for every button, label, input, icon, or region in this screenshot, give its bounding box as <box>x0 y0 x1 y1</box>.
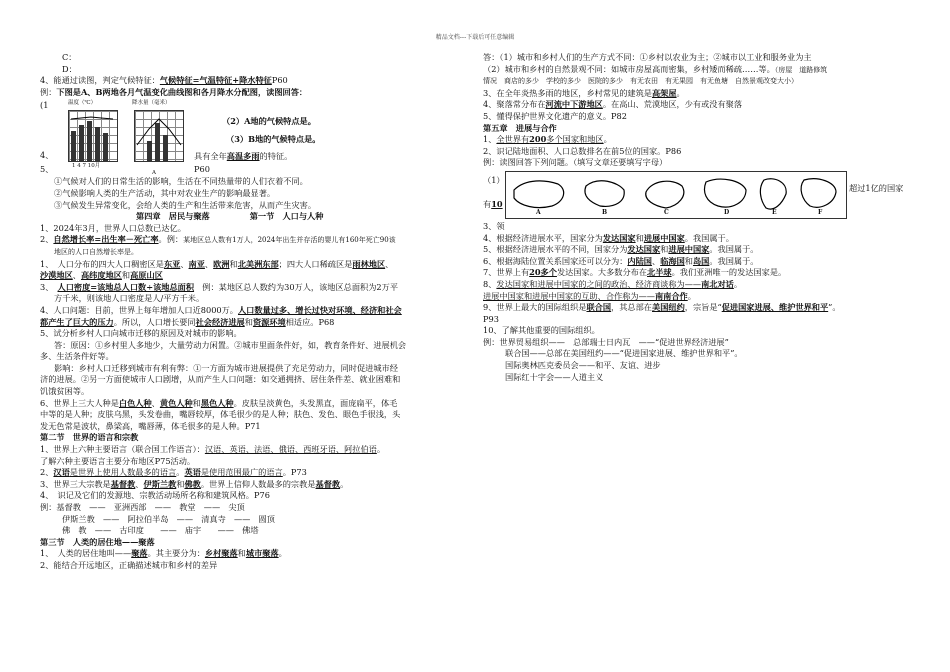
growth-rate: 2、自然增长率=出生率－死亡率。例：某地区总人数有1万人，2024年出生并存活的婴儿有160年死亡90该 <box>40 234 396 245</box>
languages-activity: 了解六种主要语言主要分布地区P75活动。 <box>40 455 196 466</box>
landscape-note: 情况 商店的多少 学校的多少 医院的多少 有无农田 有无果园 有无鱼塘 自然景观改变大小） <box>483 77 798 86</box>
settlement-location: 4、聚落常分布在河流中下游地区。在高山、荒漠地区，少有或没有聚落 <box>483 99 743 110</box>
section-2-title: 第二节 世界的语言和宗教 <box>40 432 139 443</box>
climate-figure <box>40 98 468 176</box>
population-problem: 4、人口问题：目前，世界上每年增加人口近8000万。人口数量过多、增长过快对环境、经济和社会 <box>40 304 402 315</box>
outline-a <box>514 181 564 208</box>
north-south-dialogue: 8、发达国家和进展中国家的之间的政治、经济商谈称为——南北对话。 <box>483 278 743 289</box>
option-c: C： <box>62 52 77 62</box>
map-letter-a: A <box>536 209 541 217</box>
map-right-text: 超过1亿的国家 <box>849 182 904 193</box>
q2-text: （2）A地的气候特点是。 <box>222 116 316 127</box>
axis-rain: 降水量（毫米） <box>132 100 171 107</box>
three-races-3: 发无色常是波状，鼻梁高，嘴唇薄，体毛很多的是人种。P71 <box>40 420 261 431</box>
country-outlines <box>505 171 847 219</box>
climate-impact-2: ②气候影响人类的生产活动，其中对农业生产的影响最显著。 <box>54 187 276 198</box>
item-3: 3、领 <box>483 220 505 231</box>
q3-text: （3）B地的气候特点是。 <box>226 134 321 145</box>
religion-origins: 4、 识记及它们的发源地、宗教活动场所名称和建筑风格。P76 <box>40 490 270 501</box>
population-1: 1、2024年3月，世界人口总数已达亿。 <box>40 222 186 233</box>
right-column <box>483 52 908 383</box>
map-q1: （1） <box>483 174 505 185</box>
heritage: 5、懂得保护世界文化遗产的意义。P82 <box>483 110 627 121</box>
rainforest-feature: 具有全年高温多雨的特征。 <box>194 151 293 162</box>
bar <box>147 141 152 161</box>
bar <box>103 133 108 161</box>
settlement-def: 1、 人类的居住地叫——聚落。其主要分为：乡村聚落和城市聚落。 <box>40 548 287 559</box>
growth-rate-cont: 地区的人口自然增长率是。 <box>54 247 138 256</box>
org-wto: 例：世界贸易组织—— 总部瑞士日内瓦 ——“促进世界经济进展” <box>483 336 729 347</box>
map-letter-e: E <box>772 209 777 217</box>
land-sea-types: 6、根据海陆位置关系国家还可以分为：内陆国、临海国和岛国。我国属于。 <box>483 255 759 266</box>
map-example: 例：读图回答下列问题。（填写文章还要填写字母） <box>483 157 668 168</box>
bar <box>163 135 168 161</box>
outline-f <box>801 179 836 207</box>
org-redcross: 国际红十字会——人道主义 <box>505 371 604 382</box>
climate-impact-3: ③气候发生异常变化，会给人类的生产和生活带来危害，从而产生灾害。 <box>54 199 317 210</box>
map-q2: 有10 <box>483 198 503 209</box>
stilt-house: 3、在全年炎热多雨的地区，乡村常见的建筑是高架屋。 <box>483 87 685 98</box>
united-nations: 9、世界上最大的国际组织是联合国，其总部在美国纽约，宗旨是“促进国家进展、维护世界和平”。 <box>483 302 841 313</box>
top5-countries: 2、识记陆地面积、人口总数排名在前5位的国家。P86 <box>483 145 682 156</box>
month-axis: 1 4 7 10月 <box>72 163 101 170</box>
bar <box>71 131 76 161</box>
landscape-diff: （2）城市和乡村的自然景观不同：如城市房屋高而密集，乡村矮而稀疏……等。（房屋 道路修筑 <box>483 63 828 74</box>
climate-impact-1: ①气候对人们的日常生活的影响，生活在不同热量带的人们衣着不同。 <box>54 176 308 187</box>
bar <box>79 125 84 161</box>
example-title: 例：下图是A、B两地各月气温变化曲线图和各月降水分配图，读图回答： <box>40 86 308 97</box>
religion-row-1: 例：基督教 —— 亚洲西部 —— 教堂 —— 尖顶 <box>40 502 245 512</box>
migration-answer: 答：原因：①乡村里人多地少，大量劳动力闲置。②城市里面条件好，如，教育条件好、进展机会 <box>54 339 407 350</box>
three-religions: 3、世界三大宗教是基督教、伊斯兰教和佛教。世界上信仰人数最多的宗教是基督教。 <box>40 478 349 489</box>
density-formula-cont: 方千米，则该地人口密度是人/平方千米。 <box>54 293 205 304</box>
temp-line <box>71 117 113 119</box>
figure-caption: A <box>152 170 156 177</box>
chart-b-plot <box>135 111 183 161</box>
page-ref: P60 <box>194 164 210 175</box>
migration-impact-2: 济的进展。②另一方面使城市人口剧增，从而产生人口问题：如交通拥挤、居住条件差、就业困难和 <box>40 374 401 385</box>
migration-impact: 影响：乡村人口迁移到城市有利有弊：①一方面为城市进展提供了充足劳动力，同时促进城市经 <box>54 362 398 373</box>
production-diff: 答：（1）城市和乡村人们的生产方式不同：①乡村以农业为主；②城市以工业和服务业为主 <box>483 52 812 62</box>
developed-count: 7、世界上有20多个发达国家。大多数分布在北半球。我们亚洲唯一的发达国家是。 <box>483 267 787 278</box>
org-ioc: 国际奥林匹克委员会——和平、友谊、进步 <box>505 360 661 371</box>
migration-impact-3: 饥饿贫困等。 <box>40 386 90 397</box>
left-column <box>40 52 468 572</box>
item-5: 5、 <box>40 164 54 175</box>
un-page-ref: P93 <box>483 313 499 324</box>
migration-question: 5、试分析乡村人口向城市迁移的原因及对城市的影响。 <box>40 328 242 339</box>
outline-shapes <box>506 172 846 218</box>
bar <box>95 127 100 161</box>
option-d: D： <box>62 63 77 74</box>
country-count: 1、全世界有200多个国家和地区。 <box>483 134 612 145</box>
org-un: 联合国——总部在美国纽约——“促进国家进展、维护世界和平”。 <box>505 348 743 359</box>
religion-row-3: 佛 教 —— 古印度 —— 庙宇 —— 佛塔 <box>62 525 259 536</box>
section-3-title: 第三节 人类的居住地——聚落 <box>40 536 155 547</box>
item-4: 4、 <box>40 150 54 161</box>
bar <box>155 123 160 161</box>
sparse-areas: 沙漠地区、高纬度地区和高原山区 <box>40 270 163 281</box>
country-types-2: 5、根据经济进展水平的不同，国家分为发达国家和进展中国家。我国属于。 <box>483 244 759 255</box>
climate-feature-line: 4、能通过读图，判定气候特征：气候特征=气温特征+降水特征P60 <box>40 75 288 86</box>
map-letter-b: B <box>602 209 608 217</box>
map-letter-d: D <box>724 209 730 217</box>
south-south-cooperation: 进展中国家和进展中国家的互助、合作称为——南南合作。 <box>483 290 696 301</box>
chart-a-plot <box>69 111 117 161</box>
religion-row-2: 伊斯兰教 —— 阿拉伯半岛 —— 清真寺 —— 圆顶 <box>62 513 275 524</box>
other-orgs: 10、了解其他重要的国际组织。 <box>483 325 600 336</box>
chapter-4-title: 第四章 居民与聚落 第一节 人口与人种 <box>136 211 324 222</box>
country-map-figure <box>483 169 908 221</box>
three-races: 6、世界上三大人种是白色人种、黄色人种和黑色人种。皮肤呈淡黄色，头发黑直，面庞扁平，体毛 <box>40 397 398 408</box>
chinese-english: 2、汉语是世界上使用人数最多的语言。英语是使用范围最广的语言。P73 <box>40 467 307 478</box>
chart-b-grid <box>134 110 184 162</box>
bar <box>87 121 92 161</box>
three-races-2: 中等的是人种；皮肤乌黑，头发卷曲，嘴唇较厚，体毛很少的是人种；肤色、发色、眼色手很浅，头 <box>40 409 401 420</box>
density-formula: 3、 人口密度=该地总人口数÷该地总面积 例：某地区总人数约为30万人，该地区总面积为2万平 <box>40 281 399 292</box>
map-letter-f: F <box>818 209 823 217</box>
outline-d <box>705 179 747 207</box>
outline-b <box>585 181 624 207</box>
map-letter-c: C <box>664 209 669 217</box>
outline-e <box>760 179 786 209</box>
chapter-5-title: 第五章 进展与合作 <box>483 122 557 133</box>
dense-areas: 1、 人口分布的四大人口稠密区是东亚、南亚、欧洲和北美洲东部；四大人口稀疏区是雨林地区、 <box>40 258 394 269</box>
country-types-1: 4、根据经济进展水平，国家分为发达国家和进展中国家。我国属于。 <box>483 232 734 243</box>
q1-label: (1 <box>40 100 49 111</box>
outline-c <box>646 181 684 208</box>
chart-a-grid <box>68 110 118 162</box>
migration-answer-cont: 多、生活条件好等。 <box>40 351 114 362</box>
page-header: 精品文档---下载后可任意编辑 <box>435 34 515 41</box>
axis-temp: 温度（℃） <box>68 100 97 107</box>
urban-rural-diff: 2、能结合开远地区，正确描述城市和乡村的差异 <box>40 559 218 570</box>
population-problem-cont: 都产生了巨大的压力。所以，人口增长要同社会经济进展和资源环境相适应。P68 <box>40 316 335 327</box>
six-languages: 1、世界上六种主要语言（联合国工作语言）：汉语、英语、法语、俄语、西班牙语、阿拉伯语。 <box>40 444 386 455</box>
